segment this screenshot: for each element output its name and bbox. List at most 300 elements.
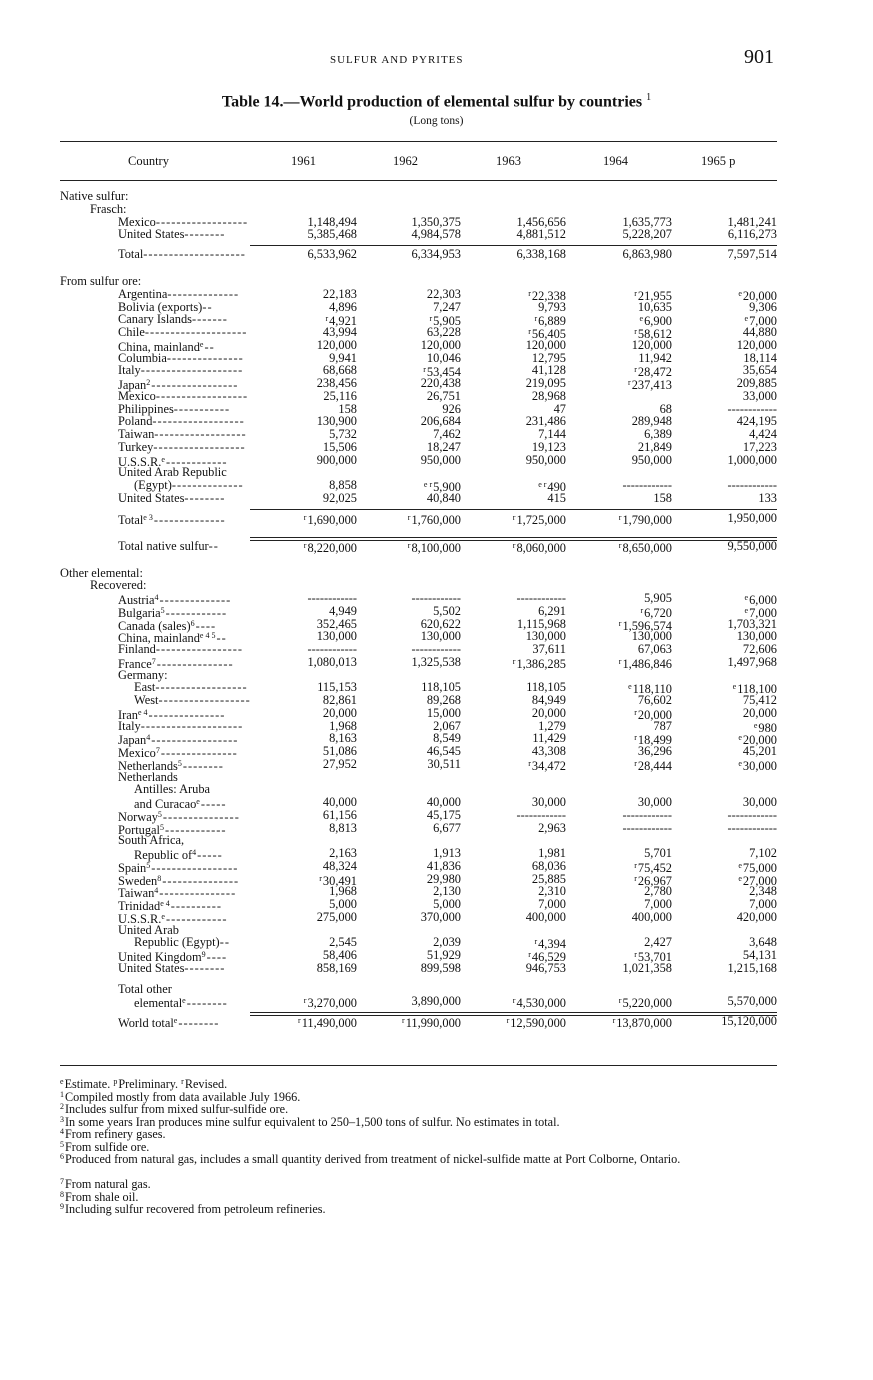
cell-1962: 26,751 — [426, 388, 461, 403]
table-row — [0, 377, 873, 390]
cell-1965: 54,131 — [742, 948, 777, 962]
cell-1963: 20,000 — [531, 705, 566, 720]
cell-1963: 1,981 — [538, 846, 566, 860]
cell-1962: 51,929 — [426, 948, 461, 962]
cell-1965: 33,000 — [742, 388, 777, 403]
total-row — [0, 241, 873, 267]
table-row — [0, 911, 873, 924]
row-spacer — [0, 1034, 873, 1036]
cell-1961: 8,163 — [329, 731, 357, 746]
total-row — [0, 533, 873, 559]
cell-1961: 8,858 — [329, 478, 357, 492]
cell-1965: 1,950,000 — [727, 510, 777, 525]
row-label: Republic (Egypt)-- — [134, 935, 230, 950]
row-label: Taiwan------------------ — [118, 427, 247, 441]
cell-1962: 4,984,578 — [411, 227, 461, 242]
cell-1962: 5,000 — [433, 897, 461, 911]
cell-1961: $^r$3,270,000 — [303, 996, 357, 1011]
cell-1964: 2,780 — [644, 884, 672, 899]
cell-1963: 120,000 — [525, 337, 566, 352]
cell-1964: 76,602 — [637, 693, 672, 707]
row-label: Sweden$^8$--------------- — [118, 873, 240, 888]
cell-1963: 1,279 — [538, 718, 566, 733]
cell-1963: 231,486 — [525, 414, 566, 429]
row-label: Canary Islands------- — [118, 312, 228, 327]
cell-1963: 6,338,168 — [516, 247, 566, 261]
cell-1965: 130,000 — [736, 629, 777, 644]
cell-1961: 22,183 — [322, 286, 357, 301]
cell-1963: 7,144 — [538, 427, 566, 441]
cell-1965: 9,306 — [749, 299, 777, 314]
cell-1964: 11,942 — [638, 350, 672, 365]
cell-1963: $^r$22,338 — [528, 288, 566, 303]
cell-1961: 43,994 — [322, 325, 357, 339]
cell-1962: 8,549 — [433, 731, 461, 746]
cell-1961: 51,086 — [322, 744, 357, 758]
cell-1964: $^r$8,650,000 — [618, 540, 672, 555]
cell-1965: 120,000 — [736, 337, 777, 352]
cell-1961: 5,000 — [329, 897, 357, 911]
row-label: U.S.S.R.$^e$------------ — [118, 454, 228, 469]
row-label: Turkey------------------ — [118, 439, 246, 454]
footnote: $^6$Produced from natural gas, includes a small quantity derived from treatment of nickel-sulfide matte at Port Colborne, Ontario. — [60, 1152, 681, 1166]
cell-1964: ------------ — [622, 807, 672, 822]
cell-1961: 15,506 — [322, 439, 357, 454]
cell-1962: ------------ — [411, 642, 461, 656]
cell-1964: $^r$1,790,000 — [618, 512, 672, 527]
footnote: $^2$Includes sulfur from mixed sulfur-sulfide ore. — [60, 1102, 289, 1116]
cell-1961: $^r$11,490,000 — [298, 1016, 357, 1030]
cell-1965: $^e$30,000 — [738, 758, 777, 773]
cell-1965: $^e$75,000 — [738, 860, 777, 875]
cell-1963: ------------ — [516, 807, 566, 822]
cell-1962: 1,350,375 — [411, 214, 461, 229]
cell-1964: 36,296 — [637, 744, 672, 758]
cell-1962: 18,247 — [426, 439, 461, 454]
cell-1962: 89,268 — [426, 693, 461, 707]
cell-1963: $^r$12,590,000 — [506, 1016, 566, 1030]
row-label: United States-------- — [118, 490, 226, 505]
row-label: United Arab — [118, 922, 179, 937]
cell-1965: ------------ — [727, 820, 777, 835]
cell-1963: 19,123 — [531, 439, 566, 454]
cell-1962: 45,175 — [426, 807, 461, 822]
cell-1964: $^r$75,452 — [634, 860, 672, 875]
cell-1964: $^r$28,444 — [634, 758, 672, 773]
cell-1964: $^r$1,486,846 — [618, 656, 672, 671]
cell-1962: 63,228 — [426, 325, 461, 339]
row-label: Germany: — [118, 667, 168, 682]
cell-1964: 7,000 — [644, 897, 672, 911]
cell-1965: 75,412 — [742, 693, 777, 707]
cell-1965: 7,102 — [749, 846, 777, 860]
cell-1962: 220,438 — [420, 376, 461, 390]
table-row — [0, 707, 873, 720]
cell-1965: $^e$980 — [753, 720, 777, 735]
top-rule — [60, 141, 777, 142]
row-label: Native sulfur: — [60, 189, 129, 203]
table-row — [0, 228, 873, 241]
table-row — [0, 339, 873, 352]
row-label: Columbia--------------- — [118, 350, 244, 365]
table-row — [0, 962, 873, 975]
cell-1964: 289,948 — [631, 414, 672, 429]
cell-1963: $^r$4,530,000 — [512, 996, 566, 1011]
cell-1965: 9,550,000 — [727, 538, 777, 553]
table-row — [0, 203, 873, 216]
row-label: Iran$^{e 4}$--------------- — [118, 707, 226, 722]
cell-1965: 1,000,000 — [727, 452, 777, 467]
cell-1961: 40,000 — [322, 795, 357, 809]
cell-1963: $^r$6,889 — [534, 314, 566, 329]
cell-1961: 858,169 — [316, 960, 357, 975]
cell-1961: 2,163 — [329, 846, 357, 860]
table-row — [0, 847, 873, 860]
table-title — [0, 92, 873, 111]
cell-1963: 43,308 — [531, 744, 566, 758]
cell-1963: 2,963 — [538, 820, 566, 835]
cell-1965: 18,114 — [743, 350, 777, 365]
cell-1961: 27,952 — [322, 756, 357, 771]
cell-1965: 7,597,514 — [727, 247, 777, 261]
cell-1964: ------------ — [622, 478, 672, 492]
cell-1962: 15,000 — [426, 705, 461, 720]
row-label: Japan$^4$----------------- — [118, 733, 239, 748]
footnote: $^e$Estimate. $^p$Preliminary. $^r$Revised. — [60, 1077, 228, 1091]
cell-1961: 5,732 — [329, 427, 357, 441]
cell-1965: 133 — [758, 490, 777, 505]
cell-1961: 92,025 — [322, 490, 357, 505]
column-header-country: Country — [128, 154, 169, 168]
cell-1962: $^r$53,454 — [423, 365, 461, 380]
cell-1965: ------------ — [727, 807, 777, 822]
cell-1963: $^r$1,725,000 — [512, 512, 566, 527]
footnote: $^3$In some years Iran produces mine sulfur equivalent to 250–1,500 tons of sulfur. No estimates in total. — [60, 1114, 560, 1129]
row-label: Bolivia (exports)-- — [118, 299, 213, 314]
cell-1962: 370,000 — [420, 909, 461, 924]
cell-1962: 7,247 — [433, 299, 461, 314]
cell-1963: $^r$1,386,285 — [512, 656, 566, 671]
column-header-1962: 1962 — [393, 154, 418, 168]
cell-1961: 130,000 — [316, 629, 357, 644]
cell-1964: 10,635 — [637, 299, 672, 314]
column-header-1965: 1965 p — [701, 154, 736, 168]
table-title-text: Table 14.—World production of elemental sulfur by countries — [221, 93, 643, 111]
table-subtitle: (Long tons) — [409, 115, 464, 127]
cell-1964: 2,427 — [644, 935, 672, 950]
cell-1965: $^e$7,000 — [744, 605, 777, 620]
cell-1963: ------------ — [516, 591, 566, 605]
cell-1962: 926 — [442, 401, 461, 416]
row-label: (Egypt)-------------- — [134, 478, 244, 492]
row-label: Antilles: Aruba — [134, 782, 211, 797]
cell-1962: 118,105 — [421, 680, 461, 695]
cell-1961: 115,153 — [317, 680, 357, 695]
cell-1965: ------------ — [727, 478, 777, 492]
cell-1964: $^r$237,413 — [628, 378, 672, 392]
cell-1963: 9,793 — [538, 299, 566, 314]
cell-1962: ------------ — [411, 591, 461, 605]
cell-1961: ------------ — [307, 642, 357, 656]
table-row — [0, 758, 873, 771]
cell-1963: 1,456,656 — [516, 214, 566, 229]
row-label: Frasch: — [90, 201, 127, 216]
cell-1963: 7,000 — [538, 897, 566, 911]
cell-1963: 400,000 — [525, 909, 566, 924]
footnote: $^8$From shale oil. — [60, 1189, 139, 1204]
header-rule — [60, 180, 777, 181]
row-label: Italy-------------------- — [118, 718, 244, 733]
cell-1965: 1,703,321 — [727, 616, 777, 631]
cell-1964: 400,000 — [631, 909, 672, 924]
table-row — [0, 898, 873, 911]
cell-1965: 2,348 — [749, 884, 777, 899]
cell-1961: 4,896 — [329, 299, 357, 314]
cell-1963: $^r$4,394 — [534, 937, 566, 952]
cell-1964: $^r$5,220,000 — [618, 996, 672, 1011]
row-label: South Africa, — [118, 833, 185, 848]
cell-1963: 6,291 — [538, 603, 566, 618]
cell-1963: 11,429 — [532, 731, 566, 746]
table-row — [0, 288, 873, 301]
cell-1962: 6,677 — [433, 820, 461, 835]
cell-1964: $^r$1,596,574 — [618, 618, 672, 633]
row-label: Mexico------------------ — [118, 388, 249, 403]
cell-1962: $^r$5,905 — [429, 314, 461, 329]
cell-1961: 1,148,494 — [307, 214, 357, 229]
cell-1962: 5,502 — [433, 603, 461, 618]
row-label: From sulfur ore: — [60, 274, 142, 288]
cell-1962: 7,462 — [433, 427, 461, 441]
cell-1964: 787 — [653, 718, 672, 733]
row-label: China, mainland$^{e 4 5}$-- — [118, 631, 227, 646]
table-body — [0, 190, 873, 1036]
row-label: Philippines----------- — [118, 401, 231, 416]
row-label: Total$^{e 3}$-------------- — [118, 512, 226, 527]
cell-1965: 30,000 — [742, 795, 777, 809]
cell-1965: 5,570,000 — [727, 994, 777, 1009]
row-label: United States-------- — [118, 960, 226, 975]
row-label: Norway$^5$--------------- — [118, 809, 240, 824]
cell-1962: 10,046 — [426, 350, 461, 365]
total-row — [0, 1008, 873, 1034]
cell-1964: $^r$20,000 — [634, 707, 672, 722]
cell-1964: ------------ — [622, 820, 672, 835]
cell-1961: 61,156 — [322, 807, 357, 822]
cell-1962: 130,000 — [420, 629, 461, 644]
cell-1963: 28,968 — [531, 388, 566, 403]
row-label: Japan$^2$----------------- — [118, 378, 239, 392]
cell-1964: 5,905 — [644, 591, 672, 605]
cell-1962: 1,325,538 — [411, 654, 461, 669]
cell-1962: 40,000 — [426, 795, 461, 809]
cell-1965: 420,000 — [736, 909, 777, 924]
row-label: Bulgaria$^5$------------ — [118, 605, 228, 620]
column-header-1961: 1961 — [291, 154, 316, 168]
cell-1965: 3,648 — [749, 935, 777, 950]
row-label: Other elemental: — [60, 565, 143, 580]
table-row — [0, 492, 873, 505]
bottom-rule — [60, 1065, 777, 1066]
cell-1961: 275,000 — [316, 909, 357, 924]
row-label: France$^7$--------------- — [118, 656, 234, 671]
table-row — [0, 275, 873, 288]
cell-1962: $^r$11,990,000 — [402, 1016, 461, 1030]
cell-1961: 158 — [338, 401, 357, 416]
cell-1965: 20,000 — [742, 705, 777, 720]
cell-1961: 8,813 — [329, 820, 357, 835]
row-label: Taiwan$^4$--------------- — [118, 886, 237, 901]
row-label: United Arab Republic — [118, 465, 227, 480]
table-row — [0, 745, 873, 758]
cell-1963: 950,000 — [525, 452, 566, 467]
cell-1965: $^e$20,000 — [738, 733, 777, 748]
cell-1964: $^r$28,472 — [634, 365, 672, 380]
cell-1962: 46,545 — [426, 744, 461, 758]
row-label: East------------------ — [134, 680, 248, 695]
cell-1962: 950,000 — [420, 452, 461, 467]
cell-1961: $^r$1,690,000 — [303, 512, 357, 527]
cell-1963: 1,115,968 — [516, 616, 566, 631]
cell-1961: 4,949 — [329, 603, 357, 618]
cell-1964: $^r$18,499 — [634, 733, 672, 748]
footnote: $^1$Compiled mostly from data available July 1966. — [60, 1089, 301, 1104]
cell-1963: 68,036 — [531, 858, 566, 873]
cell-1964: 158 — [653, 490, 672, 505]
cell-1963: 12,795 — [531, 350, 566, 365]
cell-1963: 37,611 — [532, 642, 566, 656]
row-label: Argentina-------------- — [118, 286, 240, 301]
cell-1964: $^r$6,720 — [640, 605, 672, 620]
cell-1964: 68 — [659, 401, 672, 416]
row-label: China, mainland$^e$-- — [118, 339, 215, 354]
cell-1964: 67,063 — [637, 642, 672, 656]
cell-1964: $^r$21,955 — [634, 288, 672, 303]
cell-1961: 1,968 — [329, 718, 357, 733]
cell-1963: $^{e r}$490 — [538, 480, 566, 494]
cell-1962: $^{e r}$5,900 — [423, 480, 461, 494]
cell-1962: 22,303 — [426, 286, 461, 301]
row-label: Chile-------------------- — [118, 325, 248, 339]
row-label: Finland----------------- — [118, 642, 244, 656]
cell-1961: $^r$30,491 — [319, 873, 357, 888]
row-label: Austria$^4$-------------- — [118, 593, 232, 607]
cell-1962: 1,913 — [433, 846, 461, 860]
row-label: Netherlands — [118, 769, 178, 784]
table-row — [0, 694, 873, 707]
cell-1961: 9,941 — [329, 350, 357, 365]
cell-1961: ------------ — [307, 591, 357, 605]
cell-1962: $^r$8,100,000 — [407, 540, 461, 555]
cell-1961: 120,000 — [316, 337, 357, 352]
table-row — [0, 390, 873, 403]
cell-1965: $^e$27,000 — [738, 873, 777, 888]
table-row — [0, 796, 873, 809]
footnote: $^4$From refinery gases. — [60, 1127, 166, 1141]
cell-1962: 3,890,000 — [411, 994, 461, 1009]
row-label: United States-------- — [118, 227, 226, 242]
column-header-1964: 1964 — [603, 154, 628, 168]
cell-1961: 900,000 — [316, 452, 357, 467]
cell-1962: 30,511 — [427, 756, 461, 771]
cell-1964: $^e$6,900 — [639, 314, 672, 329]
table-row — [0, 656, 873, 669]
cell-1963: 118,105 — [526, 680, 566, 695]
cell-1964: $^r$58,612 — [634, 327, 672, 341]
column-header-1963: 1963 — [496, 154, 521, 168]
row-label: Recovered: — [90, 578, 147, 593]
cell-1965: 15,120,000 — [721, 1014, 777, 1028]
table-row — [0, 643, 873, 656]
title-footnote-marker: 1 — [646, 92, 652, 103]
cell-1964: 120,000 — [631, 337, 672, 352]
cell-1962: 29,980 — [426, 871, 461, 886]
running-head: SULFUR AND PYRITES — [330, 54, 464, 66]
cell-1965: 1,497,968 — [727, 654, 777, 669]
cell-1961: 20,000 — [322, 705, 357, 720]
footnote: $^9$Including sulfur recovered from petroleum refineries. — [60, 1202, 326, 1216]
cell-1961: 238,456 — [316, 376, 357, 390]
cell-1961: 82,861 — [322, 693, 357, 707]
cell-1963: $^r$8,060,000 — [512, 540, 566, 555]
cell-1965: 35,654 — [742, 363, 777, 378]
row-label: Italy-------------------- — [118, 363, 244, 378]
cell-1963: 25,885 — [531, 871, 566, 886]
table-row — [0, 592, 873, 605]
cell-1963: $^r$56,405 — [528, 327, 566, 341]
cell-1963: 30,000 — [531, 795, 566, 809]
table-row — [0, 428, 873, 441]
table-row — [0, 441, 873, 454]
cell-1965: 1,215,168 — [727, 960, 777, 975]
table-row — [0, 326, 873, 339]
cell-1963: $^r$34,472 — [528, 758, 566, 773]
row-label: Spain$^5$----------------- — [118, 860, 239, 875]
cell-1965: 4,424 — [749, 427, 777, 441]
cell-1961: 58,406 — [322, 948, 357, 962]
total-row — [0, 505, 873, 531]
cell-1963: 946,753 — [525, 960, 566, 975]
cell-1965: 72,606 — [742, 642, 777, 656]
cell-1962: 206,684 — [420, 414, 461, 429]
cell-1961: 25,116 — [323, 388, 357, 403]
cell-1961: $^r$4,921 — [325, 314, 357, 329]
cell-1961: 6,533,962 — [307, 247, 357, 261]
row-label: Trinidad$^{e 4}$---------- — [118, 899, 223, 913]
row-label: Mexico------------------ — [118, 214, 249, 229]
table-row — [0, 605, 873, 618]
row-label: elemental$^e$-------- — [134, 996, 228, 1011]
row-label: Total other — [118, 981, 172, 996]
cell-1965: 424,195 — [736, 414, 777, 429]
row-label: U.S.S.R.$^e$------------ — [118, 911, 228, 926]
cell-1963: 47 — [553, 401, 566, 416]
cell-1961: 130,900 — [316, 414, 357, 429]
cell-1961: 1,080,013 — [307, 654, 357, 669]
cell-1964: 130,000 — [631, 629, 672, 644]
row-label: Canada (sales)$^6$---- — [118, 618, 217, 633]
cell-1961: 2,545 — [329, 935, 357, 950]
cell-1965: $^e$7,000 — [744, 314, 777, 329]
cell-1962: 2,130 — [433, 884, 461, 899]
cell-1964: 6,863,980 — [622, 247, 672, 261]
cell-1962: $^r$1,760,000 — [407, 512, 461, 527]
cell-1964: 6,389 — [644, 427, 672, 441]
cell-1965: 44,880 — [742, 325, 777, 339]
table-row — [0, 860, 873, 873]
cell-1962: 899,598 — [420, 960, 461, 975]
row-label: Republic $of^4-----$ — [134, 848, 223, 862]
